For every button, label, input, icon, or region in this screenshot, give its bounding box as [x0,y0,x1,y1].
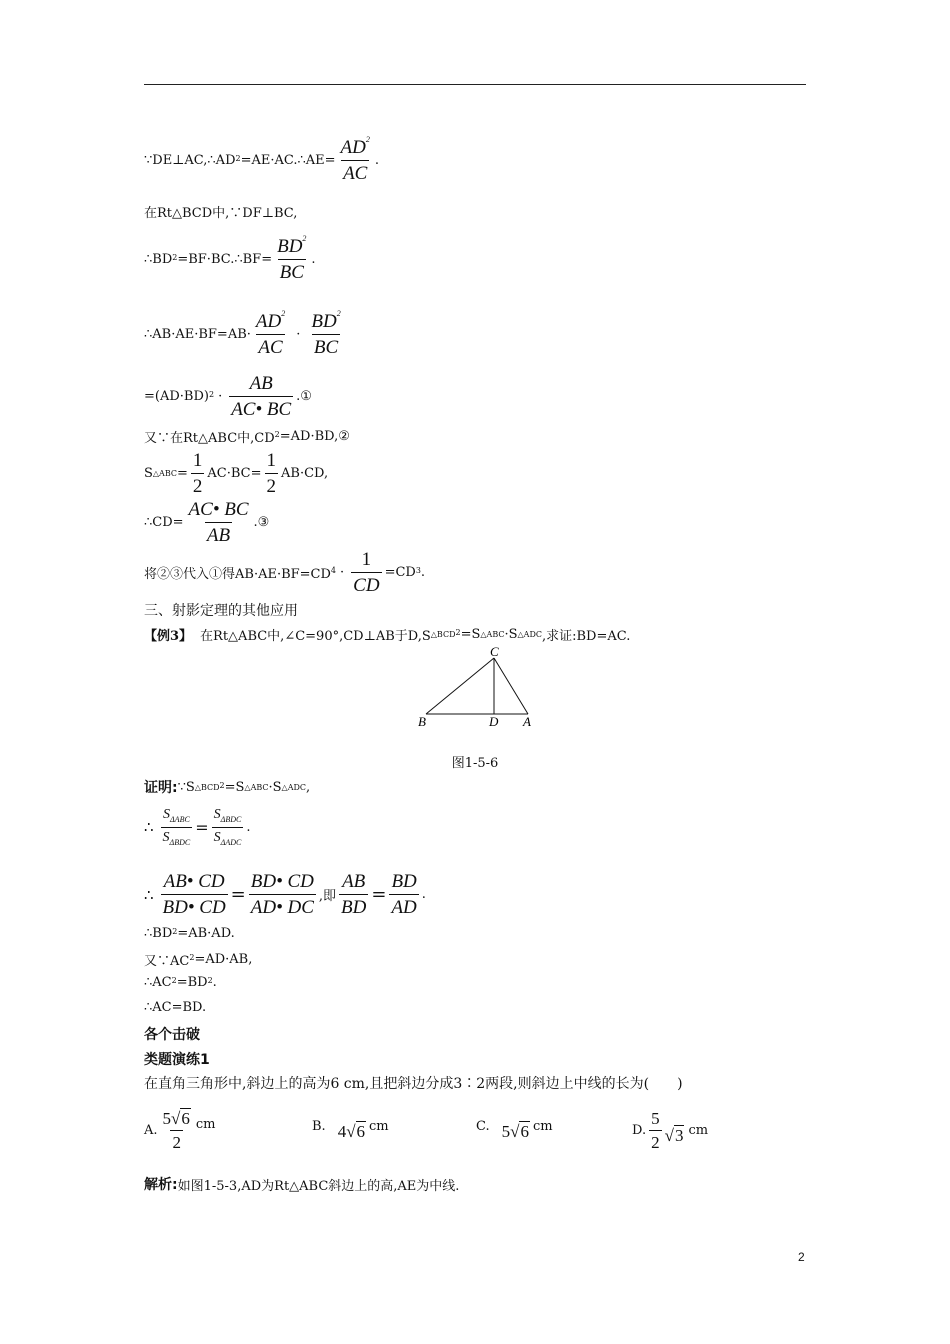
s: S [213,829,221,845]
proof-label: 证明: [144,780,178,796]
text: =BF·BC.∴BF= [177,252,273,267]
text: . [420,565,426,580]
label-b: B [418,714,426,729]
text: ·S [268,779,282,795]
header-rule [144,84,806,85]
sub: △BCD [430,630,456,639]
text: .① [296,389,312,404]
fraction [161,808,193,847]
den: BC [312,334,340,357]
section-heading: 三、射影定理的其他应用 [144,603,298,619]
sup: 2 [172,253,178,262]
den: BD [339,894,368,917]
text: ∴AC [144,975,172,990]
text: . [246,819,251,835]
num: AB [342,871,366,892]
sub: △ABC [480,630,505,639]
text: S [144,466,153,481]
answer-line [144,1174,459,1194]
sup: 2 [274,430,280,439]
sup: 2 [189,953,195,962]
fraction [229,374,293,419]
side-ca [494,658,528,714]
sqrt-sign: √ [510,1122,520,1141]
triangle-figure [412,644,542,734]
sup: 2 [455,628,461,637]
proof-line-1 [144,777,310,797]
sup: 2 [235,154,241,163]
num: BD [391,871,417,892]
radicand: 6 [181,1109,190,1128]
text: ,即 [318,889,337,904]
fraction [265,451,279,496]
den: 2 [265,473,279,496]
text: 将②③代入①得AB·AE·BF=CD [144,567,331,582]
num: BD• CD [250,871,314,892]
sup: 2 [302,234,307,243]
text: ∴ [144,885,154,904]
proof-line-4 [144,926,235,941]
text: , [306,779,311,795]
text: =AD·BD,② [279,429,350,444]
coef: 5 [501,1122,511,1141]
proof-line-3: ∴ $\frac{AB• CD}{BD• CD}$ = $\frac{BD• CD}{AD• DC}$ ,即 $\frac{AB}{BD}$ = $\frac{BD}{AD}$ . [144,871,426,918]
sup: 2 [172,927,178,936]
unit: cm [195,1117,216,1132]
radicand: 3 [674,1125,684,1145]
fraction [275,234,308,283]
num: 1 [361,549,372,570]
fraction [254,309,287,358]
unit: cm [688,1123,709,1138]
option-label: A. [144,1123,158,1138]
text: AC·BC= [207,466,262,481]
fraction [161,872,228,917]
text: ∴BD [144,252,173,267]
fraction [212,808,244,847]
line-6 [144,427,350,446]
sup: 2 [207,976,213,985]
sup: 4 [330,566,337,575]
text: =CD [384,565,416,580]
sub: ΔBDC [169,837,191,847]
text: =AB·AD. [177,926,235,941]
option-c[interactable] [476,1110,553,1142]
option-label: B. [312,1118,326,1134]
den: BC [278,259,306,282]
sub: △ABC [244,782,269,792]
text: . [311,252,316,267]
sub: △BCD [194,782,220,792]
sub: △ADC [281,782,307,792]
den: AB [205,522,232,545]
proof-line-5 [144,950,252,969]
den: 2 [191,473,205,496]
num: AD [340,137,366,158]
text: ,求证:BD=AC. [541,629,631,644]
sup: 2 [336,309,341,318]
text: ∵S [177,779,195,795]
num: AB [249,373,273,394]
fraction [649,1110,662,1151]
proof-line-2: ∴ $\frac{S_{\Delta ABC}}{S_{\Delta BDC}}$ = $\frac{S_{\Delta BDC}}{S_{\Delta ADC}}$ . [144,807,251,847]
radicand: 6 [356,1122,366,1141]
line-3 [144,234,316,283]
exercise-heading: 类题演练1 [144,1052,210,1068]
option-label: D. [632,1123,647,1138]
num: BD [311,311,337,332]
option-a[interactable] [144,1110,215,1151]
fraction [339,872,368,917]
text: 又∵在Rt△ABC中,CD [144,431,275,446]
den: BD• CD [161,894,228,917]
text: · [296,327,301,342]
example-3 [144,625,630,644]
side-bc [426,658,494,714]
line-2: 在Rt△BCD中,∵DF⊥BC, [144,206,298,221]
page-number: 2 [798,1250,805,1264]
sqrt-sign: √ [346,1122,356,1141]
label-c: C [490,644,499,659]
num: BD [277,236,303,257]
text: . [374,153,380,168]
text: =AD·AB, [194,952,253,967]
text: AB·CD, [281,466,329,481]
sub: ΔADC [220,837,242,847]
text: =(AD·BD) [144,389,209,404]
num: AC• BC [188,499,249,520]
sup: 2 [171,976,177,985]
line-8 [144,500,269,545]
sqrt-sign: √ [171,1109,181,1128]
text: ·S [504,627,518,642]
text: =S [460,627,481,642]
text: ∴CD= [144,515,184,530]
text: ∴AB·AE·BF=AB· [144,327,251,342]
answer-label: 解析: [144,1177,178,1193]
line-5 [144,374,312,419]
figure-caption: 图1-5-6 [451,756,499,771]
fraction [187,500,251,545]
den: AC [256,334,284,357]
num: 5 [651,1109,660,1128]
section-heading-2: 各个击破 [144,1027,200,1043]
text: 又∵AC [144,954,190,969]
coef: 5 [162,1109,172,1128]
s: S [162,829,170,845]
sqrt-sign: √ [664,1125,674,1145]
num: 1 [266,450,276,471]
den: 2 [649,1130,662,1151]
sup: 3 [415,566,421,575]
label-a: A [523,714,531,729]
fraction [309,309,342,358]
radicand: 6 [520,1122,529,1141]
line-1 [144,135,380,184]
num: AD [255,311,282,332]
line-4 [144,309,346,358]
fraction [191,451,205,496]
option-label: C. [476,1118,490,1134]
text: ∴ [144,818,154,837]
den: AC [341,160,369,183]
text: ∵DE⊥AC,∴AD [144,153,236,168]
fraction [389,872,418,917]
option-d[interactable] [632,1110,708,1151]
text: . [212,975,217,990]
line-9 [144,550,425,595]
fraction [249,872,316,917]
answer-text: 如图1-5-3,AD为Rt△ABC斜边上的高,AE为中线. [177,1178,460,1194]
coef: 4 [337,1122,347,1141]
unit: cm [369,1118,389,1134]
proof-line-6 [144,975,217,990]
text: · [218,389,223,404]
sup: 2 [281,309,286,318]
text: ∴BD [144,926,173,941]
den: AD• DC [249,894,316,917]
text: .③ [253,515,270,530]
sup: 2 [219,780,225,790]
den: AC• BC [229,396,293,419]
text: =BD [176,975,208,990]
text: 在Rt△ABC中,∠C=90°,CD⊥AB于D,S [200,629,431,644]
proof-line-7: ∴AC=BD. [144,1000,207,1015]
num: 1 [192,450,203,471]
s: S [213,807,221,822]
fraction [351,550,381,595]
text: =S [224,779,245,795]
num: AB• CD [163,871,225,892]
den: CD [351,572,381,595]
sup: 2 [208,390,215,399]
line-7: S △ABC = $\frac{1}{2}$ AC·BC= $\frac{1}{2}$ AB·CD, [144,450,329,497]
option-b[interactable] [312,1110,389,1142]
unit: cm [532,1118,553,1134]
sub: ΔBDC [220,814,242,824]
sub: △ABC [152,469,177,478]
text: =AE·AC.∴AE= [240,153,336,168]
text: · [340,565,345,580]
s: S [162,807,170,822]
sup: 2 [365,135,370,144]
den: 2 [170,1130,183,1151]
text: . [421,887,426,902]
question-text: 在直角三角形中,斜边上的高为6 cm,且把斜边分成3∶2两段,则斜边上中线的长为( ) [144,1076,683,1092]
fraction [339,135,372,184]
label-d: D [489,714,499,729]
example-label: 【例3】 [144,629,193,644]
sub: ΔABC [169,814,190,824]
fraction [161,1110,193,1151]
sub: △ADC [517,630,542,639]
den: AD [389,894,418,917]
